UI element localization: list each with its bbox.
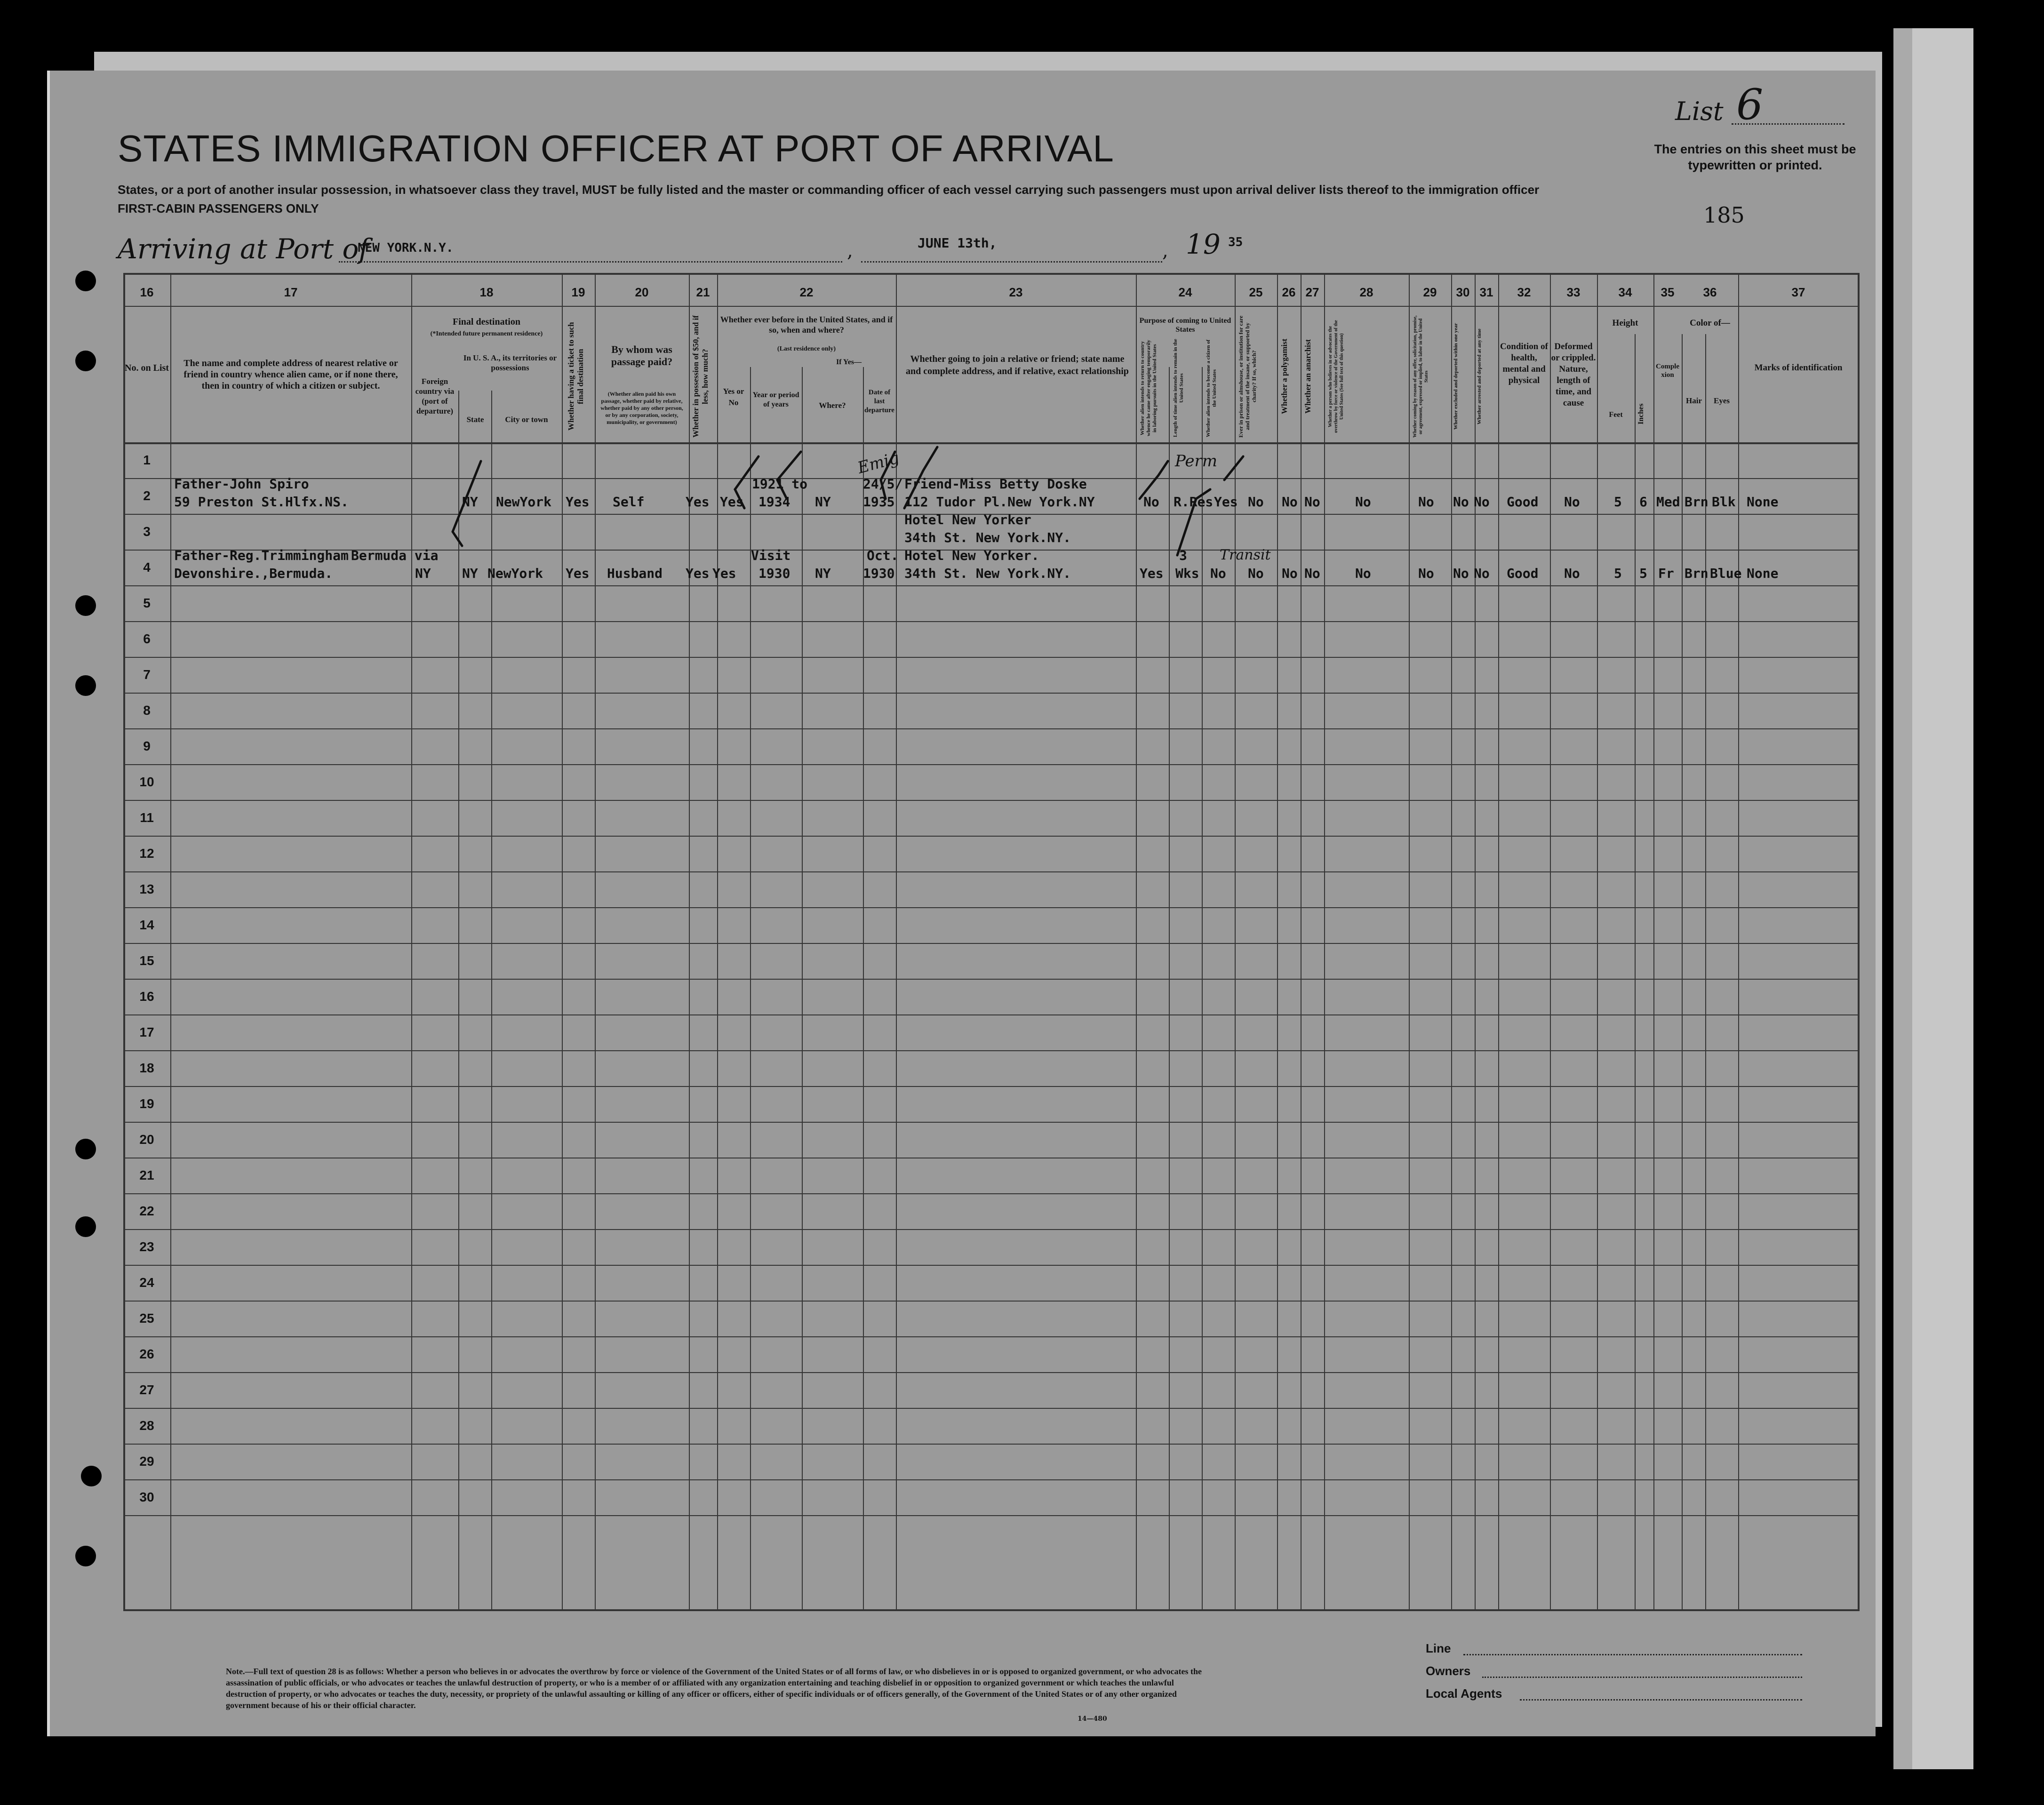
header-joining: Whether going to join a relative or friend; state name and complete address, and if relative, exact relationship [906,354,1129,376]
owners-label: Owners [1426,1664,1471,1678]
r3-before: Yes [712,566,736,581]
row-divider [123,693,1860,694]
colnum: 22 [799,285,814,299]
header-marks: Marks of identification [1754,363,1843,373]
question-28-note: Note.—Full text of question 28 is as follows: Whether a person who believes in or advocates the overthrow by force or violence of the Government of the United States or of all forms of law, or who disbelieves in or is opposed to organized government, or who advocates the assassination of public officials, or who advocates or teaches the unlawful destruction of property, or who is a member of or affiliated with any organization entertaining and teaching disbelief in or opposition to organized government or which teaches the unlawful destruction of property, or who advocates or teaches the duty, necessity, or propriety of the unlawful assaulting or killing of any officer or officers, either of specific individuals or of officers generally, of the Government of the United States or of any other organized government because of his or their official character. [226,1667,1202,1710]
colnum: 21 [696,285,710,299]
row-divider [123,979,1860,980]
header-foreign-country: Foreign country via (port of departure) [415,377,455,415]
header-condition: Condition of health, mental and physical [1500,342,1548,385]
colnum: 24 [1178,285,1192,299]
colnum: 33 [1566,285,1581,299]
row-number: 17 [139,1025,154,1039]
header-anarchist: Whether an anarchist [1303,339,1312,414]
list-number: 6 [1736,80,1764,129]
header-in-usa: In U. S. A., its territories or possessions [463,353,557,372]
header-money: Whether in possession of $50, and if less, how much? [691,315,710,438]
binder-hole [75,351,96,371]
header-passage-paid: By whom was passage paid? [611,343,673,367]
header-before-in-us: Whether ever before in the United States, and if so, when and where? [720,315,893,335]
row-number: 26 [139,1347,154,1361]
page-stack-edge [1912,28,1973,1769]
r1-inches: 6 [1639,494,1647,510]
r3-purpose-citizen: No [1210,566,1226,581]
r3-foreign: NY [415,566,431,581]
r2-joining-name: Hotel New Yorker [904,512,1031,527]
row-number: 22 [139,1204,154,1218]
r1-city: NewYork [496,494,552,510]
row-divider [123,1444,1860,1445]
row-divider [123,764,1860,765]
r3-paid-by: Husband [607,566,663,581]
r1-deformed: No [1564,494,1580,510]
date-line [861,261,1162,263]
row-number: 6 [143,631,151,646]
row-number: 13 [139,882,154,896]
colnum: 34 [1618,285,1632,299]
check-mark [777,452,801,499]
check-mark [1140,461,1168,499]
r1-paid-by: Self [613,494,645,510]
list-label: List [1675,96,1724,126]
row-divider [123,1301,1860,1302]
row-number: 14 [139,918,154,932]
r1-relative-address: 59 Preston St.Hlfx.NS. [174,494,349,510]
row-divider [123,1014,1860,1015]
year-prefix: 19 [1186,228,1221,260]
header-prison: Ever in prison or almshouse, or institution for care and treatment of the insane, or supported by charity? If so, which? [1238,315,1257,438]
header-if-yes: If Yes— [836,358,862,366]
r3-feet: 5 [1614,566,1622,581]
row-number: 19 [139,1096,154,1111]
row-divider [123,1050,1860,1051]
header-purpose: Purpose of coming to United States [1139,317,1231,334]
colnum: 20 [635,285,649,299]
colnum: 25 [1249,285,1263,299]
year-suffix: 35 [1228,235,1243,249]
row-number: 24 [139,1275,154,1290]
row-number: 9 [143,739,151,753]
r1-feet: 5 [1614,494,1622,510]
r3-anarchist: No [1304,566,1320,581]
header-city: City or town [505,415,548,424]
manifest-table [123,273,1860,1609]
header-hair: Hair [1686,396,1702,405]
r3-money: Yes [686,566,710,581]
row-divider [123,728,1860,729]
header-year-period: Year or period of years [752,391,799,408]
handwritten-checkmarks [123,442,1860,602]
binder-hole [75,1546,96,1566]
row-divider [123,657,1860,658]
header-q29: Whether coming by reason of any offer, solicitation, promise, or agreement, expressed or implied, to labor in the United States [1413,315,1429,438]
header-last-residence: (Last residence only) [777,345,836,352]
r3-purpose-length: Wks [1175,566,1199,581]
row-divider [123,1336,1860,1337]
owners-field [1482,1677,1802,1678]
binder-hole [75,675,96,696]
colnum: 30 [1456,285,1470,299]
form-number: 14—480 [1078,1715,1107,1723]
row-number: 7 [143,667,151,682]
r1-q31: No [1474,494,1490,510]
binder-hole [81,1466,102,1486]
row-number: 4 [143,560,151,575]
binder-hole [75,1139,96,1159]
colnum: 32 [1517,285,1531,299]
r3-relative-extra: Bermuda via [351,548,439,563]
date-value: JUNE 13th, [918,235,997,251]
r1-prison: No [1248,494,1264,510]
r3-prison: No [1248,566,1264,581]
row-number: 11 [140,810,154,825]
row-number: 20 [139,1132,154,1147]
colnum: 35 [1661,285,1675,299]
class-label: FIRST-CABIN PASSENGERS ONLY [118,201,319,216]
form-title: STATES IMMIGRATION OFFICER AT PORT OF ARRIVAL [118,128,1114,169]
r1-anarchist: No [1304,494,1320,510]
header-eyes: Eyes [1714,396,1730,405]
r3-departure: 1930 [863,566,895,581]
row-divider [123,836,1860,837]
r1-relative-name: Father-John Spiro [174,476,309,492]
r1-state: NY [462,494,478,510]
r1-polygamist: No [1282,494,1298,510]
r3-departure-top: Oct. [867,548,899,563]
r1-q30: No [1453,494,1469,510]
row-divider [123,800,1860,801]
r1-eyes: Blk [1712,494,1736,510]
header-final-destination-sub: (*Intended future permanent residence) [430,330,543,337]
r1-q28: No [1355,494,1371,510]
table-bottom-border [123,1609,1860,1611]
colnum: 27 [1305,285,1319,299]
row-number: 15 [139,953,154,968]
header-passage-paid-sub: (Whether alien paid his own passage, whether paid by relative, whether paid by any other person, or by any corporation, society, municipality, or government) [600,391,683,425]
header-state: State [466,415,484,424]
colnum: 28 [1359,285,1373,299]
table-top-border [123,273,1860,275]
r3-eyes: Blue [1710,566,1742,581]
r3-q29: No [1418,566,1434,581]
colnum-divider [123,306,1860,307]
r1-before: Yes [720,494,744,510]
header-complexion: Complexion [1656,363,1679,379]
r3-q30: No [1453,566,1469,581]
handwritten-transit: Transit [1220,547,1271,563]
row-number: 25 [139,1311,154,1326]
row-number: 3 [143,524,151,539]
row-number: 16 [139,989,154,1004]
check-mark [453,532,462,546]
r3-where: NY [815,566,831,581]
r3-inches: 5 [1639,566,1647,581]
port-line [339,261,842,263]
colnum: 23 [1009,285,1023,299]
row-divider [123,871,1860,872]
r3-q31: No [1474,566,1490,581]
local-agents-label: Local Agents [1426,1686,1502,1701]
r3-q28: No [1355,566,1371,581]
row-number: 30 [139,1490,154,1504]
r1-purpose-length: R.Res [1174,494,1214,510]
row-divider [123,1229,1860,1230]
header-date-departure: Date of last departure [864,389,894,414]
colnum: 36 [1703,285,1717,299]
r1-joining-address: 112 Tudor Pl.New York.NY [904,494,1095,510]
row-number: 18 [139,1061,154,1075]
row-number: 23 [139,1239,154,1254]
r3-polygamist: No [1282,566,1298,581]
row-number: 8 [143,703,151,718]
check-mark [904,447,937,508]
row-number: 5 [143,596,151,610]
r1-health: Good [1507,494,1539,510]
header-purpose-length: Length of time alien intends to remain in the United States [1173,339,1184,438]
header-q31: Whether arrested and deported at any time [1477,328,1482,424]
header-yes-no: Yes or No [723,387,744,407]
header-no-on-list: No. on List [125,363,169,373]
row-number: 10 [139,775,154,789]
row-divider [123,1086,1860,1087]
r3-health: Good [1507,566,1539,581]
row-number: 21 [139,1168,154,1182]
check-mark [1177,489,1210,555]
line-field [1463,1654,1802,1655]
r1-purpose-return: No [1143,494,1159,510]
local-agents-field [1520,1699,1802,1701]
header-q30: Whether excluded and deported within one year [1453,323,1459,430]
check-mark [1224,456,1243,480]
colnum: 18 [479,285,494,299]
comma: , [1162,240,1168,262]
arriving-label: Arriving at Port of [118,233,369,265]
colnum: 17 [284,285,298,299]
binder-hole [75,1216,96,1237]
row-divider [123,1408,1860,1409]
header-ticket: Whether having a ticket to such final destination [567,322,585,431]
row-divider [123,1265,1860,1266]
r3-years: 1930 [759,566,790,581]
r3-state: NY [462,566,478,581]
handwritten-perm: Perm [1175,452,1217,471]
binder-hole [75,595,96,616]
handwritten-emig: Emig [855,448,902,478]
header-inches: Inches [1637,403,1645,425]
line-label: Line [1426,1641,1451,1655]
r3-marks: None [1747,566,1779,581]
row-number: 1 [143,453,151,467]
instruction-text: States, or a port of another insular possession, in whatsoever class they travel, MUST be fully listed and the master or commanding officer of each vessel carrying such passengers must upon arrival deliver lists thereof to the immigration officer [118,183,1540,197]
r3-purpose-return: Yes [1140,566,1164,581]
colnum: 29 [1423,285,1437,299]
r1-hair: Brn [1685,494,1709,510]
row-divider [123,1193,1860,1194]
r1-years: 1934 [759,494,790,510]
header-polygamist: Whether a polygamist [1280,338,1289,415]
row-divider [123,1372,1860,1373]
r1-departure: 1935 [863,494,895,510]
r3-deformed: No [1564,566,1580,581]
r3-hair: Brn [1685,566,1709,581]
row-divider [123,621,1860,622]
r3-joining-address: 34th St. New York.NY. [904,566,1071,581]
sheet-note: The entries on this sheet must be typewritten or printed. [1654,142,1856,172]
colnum: 31 [1479,285,1493,299]
row-number: 2 [143,488,151,503]
r3-relative-name: Father-Reg.Trimmingham [174,548,349,563]
r2-joining-address: 34th St. New York.NY. [904,530,1071,545]
header-color-of: Color of— [1690,318,1730,328]
colnum: 37 [1791,285,1805,299]
r3-joining-name: Hotel New Yorker. [904,548,1039,563]
r1-joining-name: Friend-Miss Betty Doske [904,476,1087,492]
header-purpose-return: Whether alien intends to return to country whence he came after engaging temporarily in laboring pursuits in the United States [1140,340,1158,437]
r1-where: NY [815,494,831,510]
colnum: 16 [140,285,154,299]
r3-ticket: Yes [566,566,590,581]
header-feet: Feet [1609,411,1623,419]
row-number: 12 [139,846,154,861]
colnum: 19 [571,285,585,299]
r1-complexion: Med [1656,494,1680,510]
header-final-destination: Final destination [453,317,520,327]
header-height: Height [1612,318,1638,328]
row-divider [123,943,1860,944]
header-deformed: Deformed or crippled. Nature, length of time, and cause [1551,342,1596,408]
r1-years-top: 1921 to [752,476,808,492]
row-divider [123,907,1860,908]
check-mark [453,461,481,532]
row-number: 27 [139,1382,154,1397]
r3-relative-address: Devonshire.,Bermuda. [174,566,333,581]
r1-ticket: Yes [566,494,590,510]
header-q28: Whether a person who believes in or advocates the overthrow by force or violence of the Government of the United States (See full text of this question) [1328,320,1344,433]
r3-purpose-length-top: 3 [1179,548,1187,563]
header-where: Where? [819,401,846,410]
r1-money: Yes [686,494,710,510]
r1-departure-top: 24/5/ [863,476,903,492]
r1-purpose-citizen: Yes [1214,494,1238,510]
port-value: NEW YORK.N.Y. [358,241,454,255]
r3-complexion: Fr [1658,566,1674,581]
row-number: 29 [139,1454,154,1469]
r1-q29: No [1418,494,1434,510]
check-mark [735,456,759,508]
row-divider [123,1122,1860,1123]
r3-years-top: Visit [751,548,791,563]
colnum: 26 [1282,285,1296,299]
header-purpose-citizen: Whether alien intends to become a citizen of the United States [1206,339,1217,437]
row-divider [123,1479,1860,1480]
r1-marks: None [1747,494,1779,510]
page-stamp: 185 [1703,202,1745,228]
header-nearest-relative: The name and complete address of nearest relative or friend in country whence alien came, or if none there, then in country of which a citizen or subject. [184,358,398,391]
row-divider [123,1515,1860,1516]
comma: , [847,240,853,262]
binder-hole [75,271,96,291]
r3-city: NewYork [487,566,543,581]
row-number: 28 [139,1418,154,1433]
